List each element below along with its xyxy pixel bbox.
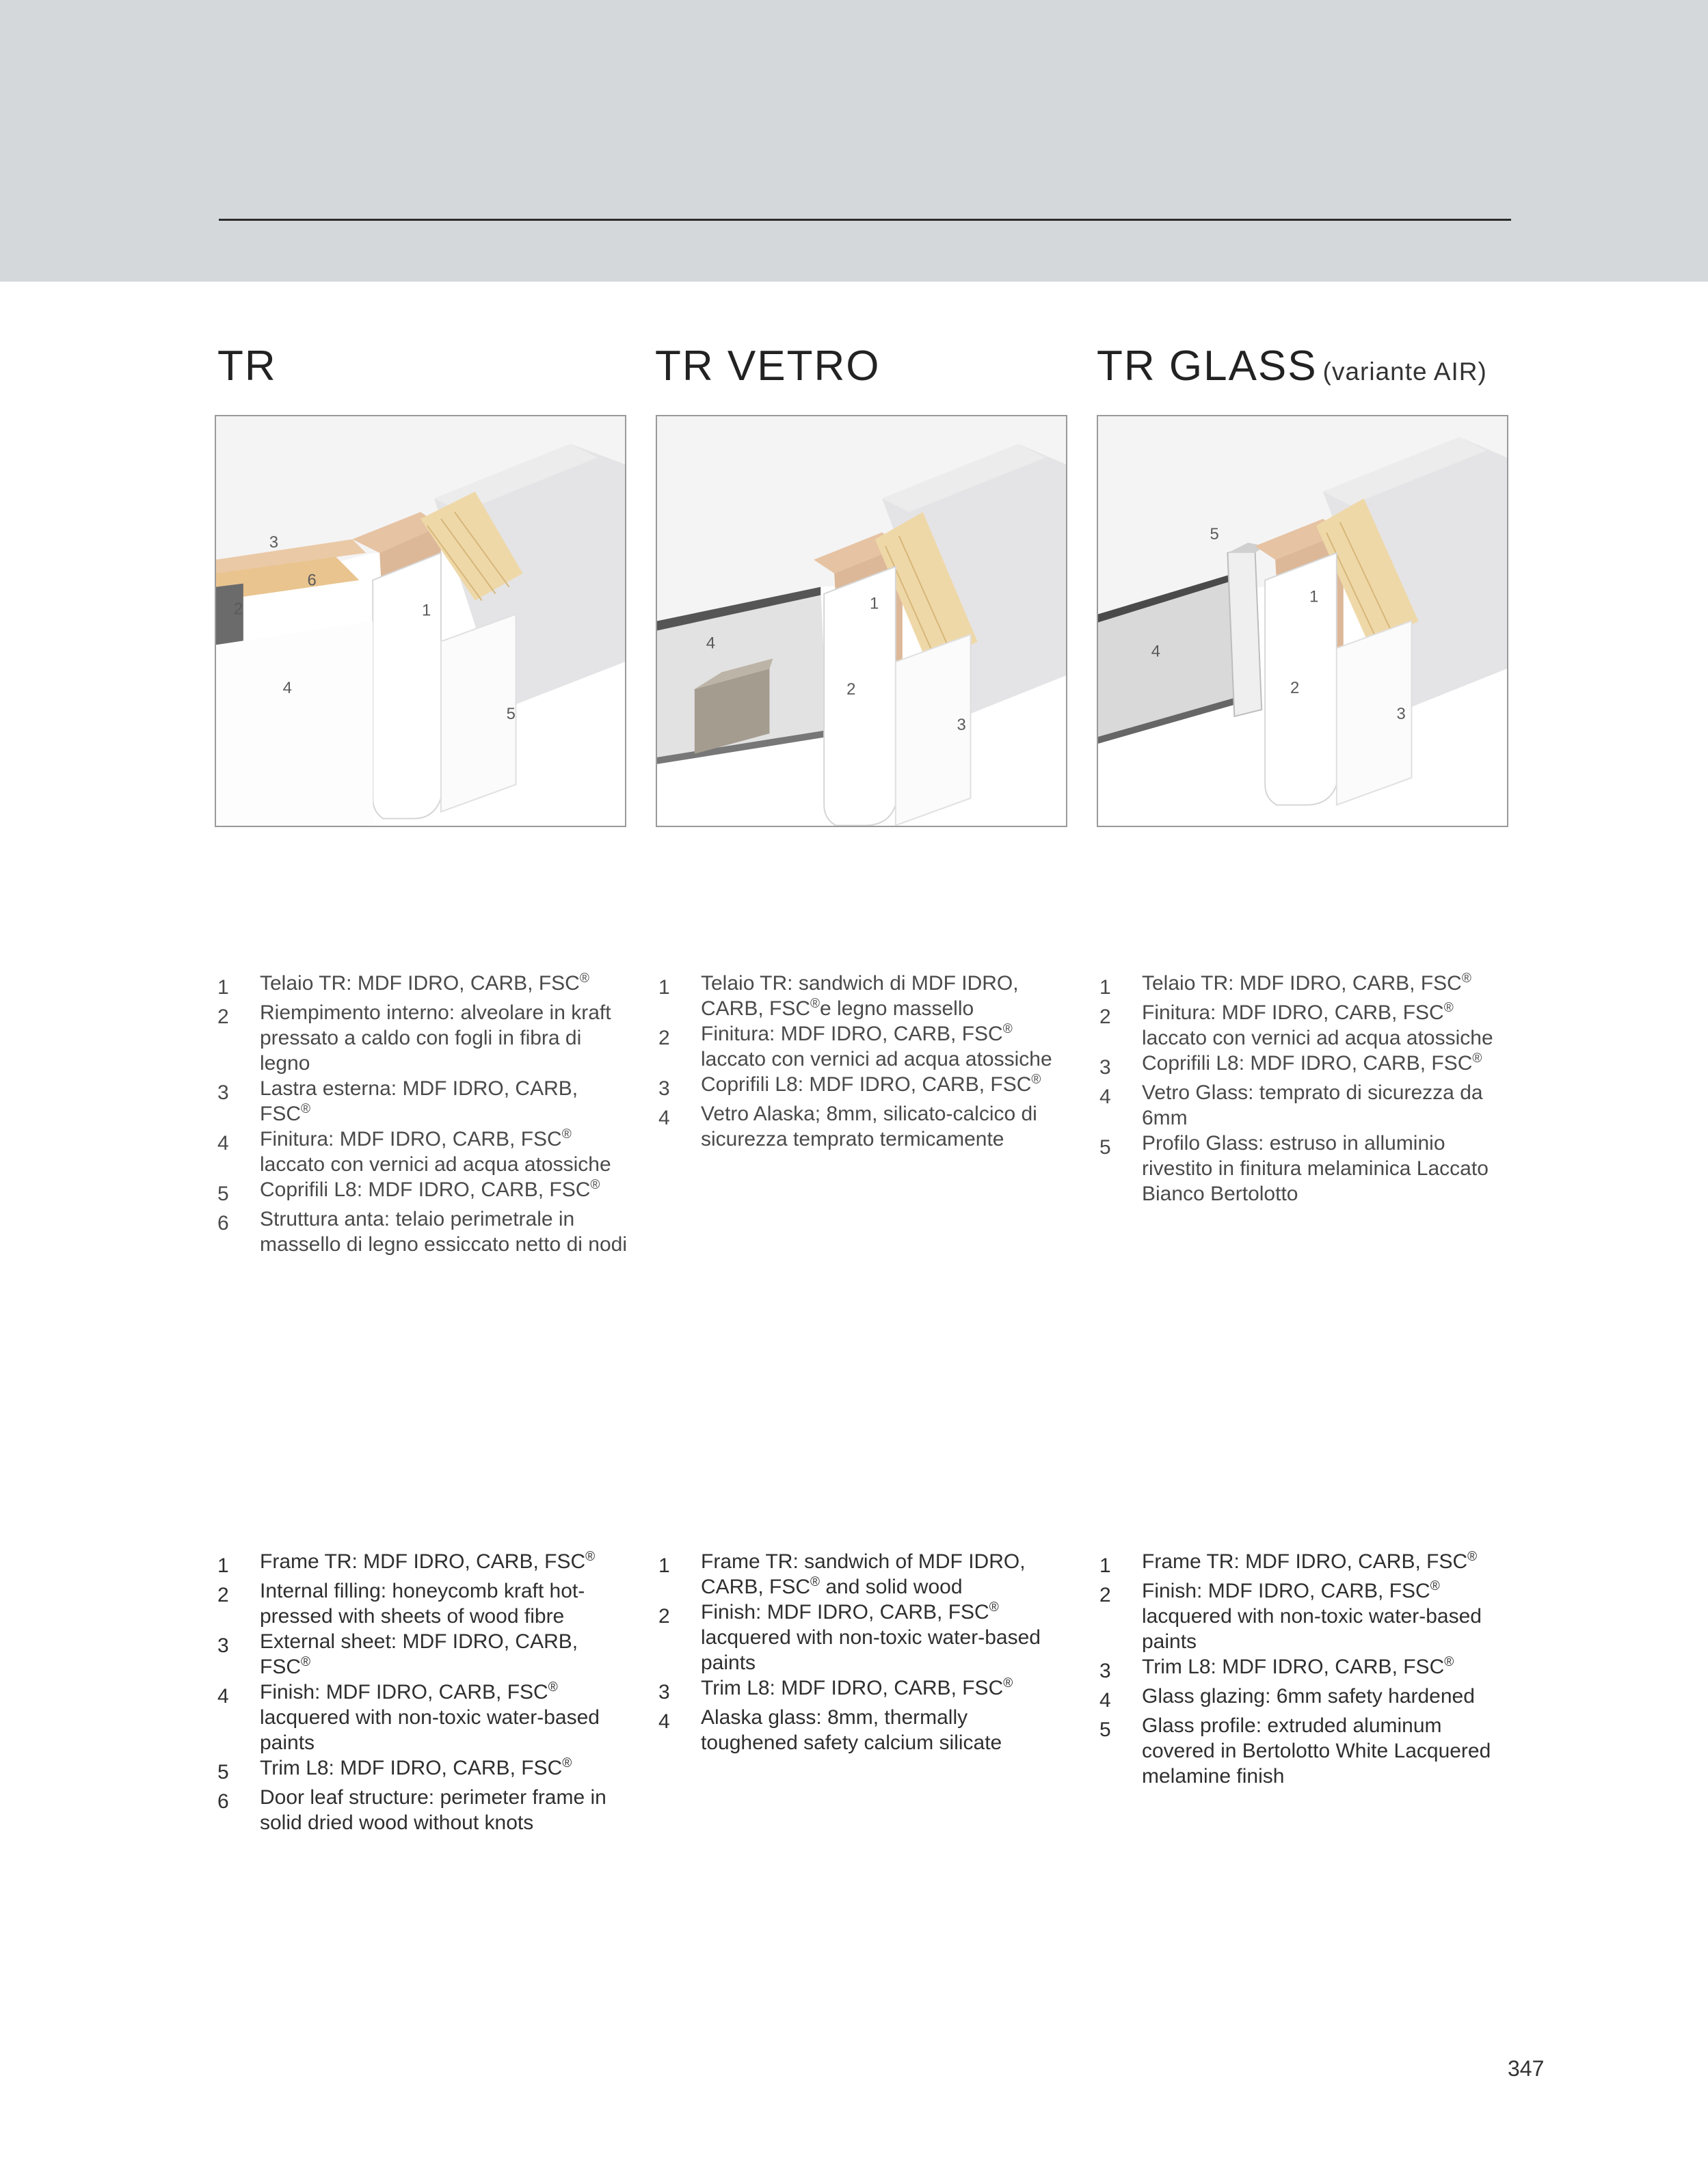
fig-tr-label-4: 4 (282, 679, 292, 698)
fig-tr-label-1: 1 (421, 601, 431, 620)
spec-item: 5 Profilo Glass: estruso in alluminio rivestito in finitura melaminica Laccato Bianco Bertolotto (1099, 1132, 1489, 1205)
spec-item: 1 Frame TR: sandwich of MDF IDRO, CARB, FSC® and solid wood (658, 1550, 1026, 1598)
spec-list-tr-en (217, 1549, 628, 1835)
spec-item: 4 Vetro Alaska; 8mm, silicato-calcico di sicurezza temprato termicamente (658, 1103, 1037, 1150)
spec-item: 1 Telaio TR: MDF IDRO, CARB, FSC® (1099, 971, 1471, 999)
spec-list-tr-it (217, 971, 628, 1257)
fig-glass-label-5: 5 (1210, 524, 1219, 543)
spec-item: 5 Glass profile: extruded aluminum covered in Bertolotto White Lacquered melamine finish (1099, 1714, 1491, 1788)
spec-item: 2 Finish: MDF IDRO, CARB, FSC® lacquered with non-toxic water-based paints (658, 1600, 1041, 1674)
spec-item: 3 Lastra esterna: MDF IDRO, CARB, FSC® (217, 1077, 578, 1125)
spec-item: 3 Trim L8: MDF IDRO, CARB, FSC® (658, 1676, 1013, 1703)
spec-item: 4 Alaska glass: 8mm, thermally toughened safety calcium silicate (658, 1706, 1002, 1754)
spec-list-tr-glass-en (1099, 1549, 1510, 1789)
spec-item: 5 Trim L8: MDF IDRO, CARB, FSC® (217, 1756, 572, 1783)
page-number: 347 (1508, 2056, 1545, 2081)
spec-item: 2 Finitura: MDF IDRO, CARB, FSC® laccato con vernici ad acqua atossiche (1099, 1001, 1493, 1049)
fig-tr-label-6: 6 (307, 571, 317, 590)
fig-tr-label-5: 5 (506, 705, 516, 724)
title-tr-glass: TR GLASS (variante AIR) (1097, 342, 1487, 390)
fig-vetro-label-3: 3 (957, 715, 966, 734)
fig-vetro-label-1: 1 (869, 594, 879, 613)
spec-item: 3 External sheet: MDF IDRO, CARB, FSC® (217, 1630, 578, 1678)
spec-item: 3 Coprifili L8: MDF IDRO, CARB, FSC® (658, 1073, 1041, 1100)
spec-item: 2 Internal filling: honeycomb kraft hot-pressed with sheets of wood fibre (217, 1580, 585, 1628)
tr-vetro-section-drawing (657, 416, 1066, 826)
fig-tr-label-2: 2 (233, 599, 243, 619)
figure-tr-glass-section (1097, 415, 1508, 827)
fig-vetro-label-4: 4 (706, 634, 716, 653)
title-tr-vetro: TR VETRO (655, 342, 881, 390)
header-rule (219, 219, 1511, 221)
tr-glass-section-drawing (1098, 416, 1507, 826)
fig-glass-label-1: 1 (1309, 587, 1319, 606)
spec-item: 4 Finitura: MDF IDRO, CARB, FSC® laccato con vernici ad acqua atossiche (217, 1127, 611, 1176)
spec-item: 2 Finish: MDF IDRO, CARB, FSC® lacquered with non-toxic water-based paints (1099, 1579, 1482, 1653)
title-tr-glass-variant: (variante AIR) (1322, 358, 1487, 386)
spec-item: 1 Telaio TR: sandwich di MDF IDRO, CARB, FSC®e legno massello (658, 972, 1019, 1020)
spec-item: 1 Telaio TR: MDF IDRO, CARB, FSC® (217, 971, 589, 999)
spec-item: 3 Trim L8: MDF IDRO, CARB, FSC® (1099, 1655, 1454, 1682)
spec-item: 1 Frame TR: MDF IDRO, CARB, FSC® (1099, 1550, 1478, 1577)
fig-tr-label-3: 3 (269, 532, 279, 552)
figure-tr-section (215, 415, 626, 827)
spec-item: 2 Finitura: MDF IDRO, CARB, FSC® laccato con vernici ad acqua atossiche (658, 1022, 1052, 1070)
spec-item: 2 Riempimento interno: alveolare in kraft pressato a caldo con fogli in fibra di legno (217, 1001, 611, 1075)
spec-list-tr-vetro-en (658, 1549, 1069, 1755)
title-tr: TR (217, 342, 277, 390)
spec-list-tr-glass-it (1099, 971, 1510, 1206)
spec-item: 4 Glass glazing: 6mm safety hardened (1099, 1685, 1475, 1712)
spec-item: 4 Vetro Glass: temprato di sicurezza da 6mm (1099, 1081, 1483, 1129)
spec-item: 3 Coprifili L8: MDF IDRO, CARB, FSC® (1099, 1051, 1482, 1079)
spec-item: 6 Door leaf structure: perimeter frame in solid dried wood without knots (217, 1786, 606, 1834)
spec-item: 5 Coprifili L8: MDF IDRO, CARB, FSC® (217, 1178, 600, 1205)
tr-section-drawing (216, 416, 625, 826)
fig-glass-label-4: 4 (1151, 642, 1161, 661)
spec-item: 6 Struttura anta: telaio perimetrale in massello di legno essiccato netto di nodi (217, 1208, 627, 1256)
fig-glass-label-2: 2 (1290, 679, 1300, 698)
header-band (0, 0, 1708, 282)
spec-item: 1 Frame TR: MDF IDRO, CARB, FSC® (217, 1550, 596, 1577)
fig-vetro-label-2: 2 (846, 680, 856, 699)
figure-tr-vetro-section (656, 415, 1067, 827)
fig-glass-label-3: 3 (1396, 705, 1406, 724)
spec-item: 4 Finish: MDF IDRO, CARB, FSC® lacquered with non-toxic water-based paints (217, 1680, 600, 1754)
spec-list-tr-vetro-it (658, 971, 1069, 1152)
